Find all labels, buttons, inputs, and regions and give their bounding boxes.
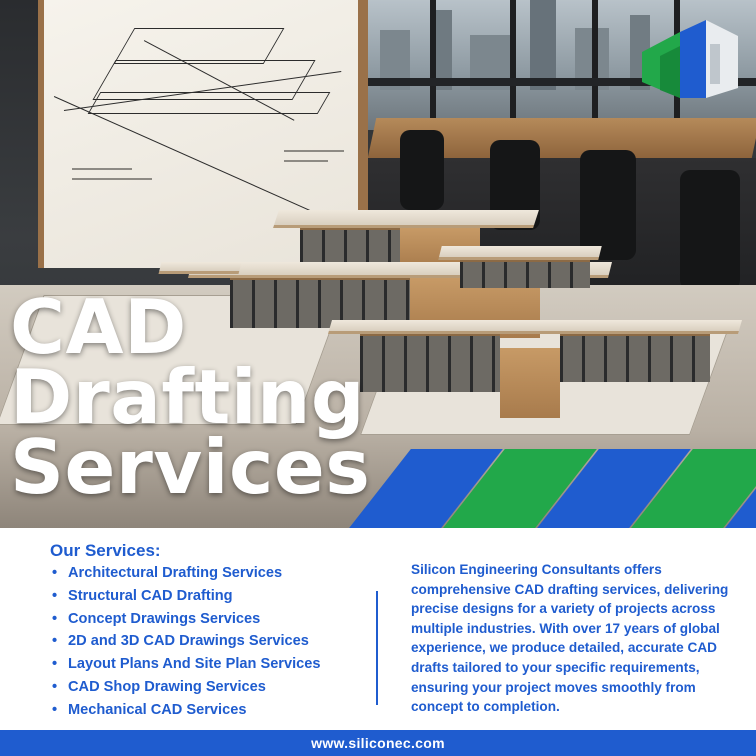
services-title: Our Services: <box>50 541 161 560</box>
company-logo <box>640 16 740 98</box>
decorative-stripes <box>340 449 756 528</box>
office-chair <box>680 170 740 290</box>
footer-bar <box>0 730 756 756</box>
company-description: Silicon Engineering Consultants offers comprehensive CAD drafting services, delivering precise designs for a variety of projects across multiple industries. With over 17 years of global experience, we produce detailed, accurate CAD drafts tailored to your specific requirements, ensuring your project moves smoothly from concept to completion. <box>411 562 729 715</box>
service-item: • Concept Drawings Services <box>52 611 321 634</box>
service-item: • 2D and 3D CAD Drawings Services <box>52 633 321 656</box>
info-section <box>0 528 756 730</box>
website-link[interactable]: www.siliconec.com <box>311 735 445 751</box>
office-chair <box>580 150 636 260</box>
service-item: • Architectural Drafting Services <box>52 565 321 588</box>
vertical-divider <box>376 591 378 705</box>
headline <box>10 283 371 511</box>
headline-line-3: Services <box>10 423 371 511</box>
headline-line-1: CAD <box>10 283 187 371</box>
services-list <box>52 565 321 725</box>
headline-line-2: Drafting <box>10 353 366 441</box>
service-item: • Mechanical CAD Services <box>52 702 321 725</box>
service-item: • CAD Shop Drawing Services <box>52 679 321 702</box>
office-chair <box>400 130 444 210</box>
service-item: • Structural CAD Drafting <box>52 588 321 611</box>
service-item: • Layout Plans And Site Plan Services <box>52 656 321 679</box>
